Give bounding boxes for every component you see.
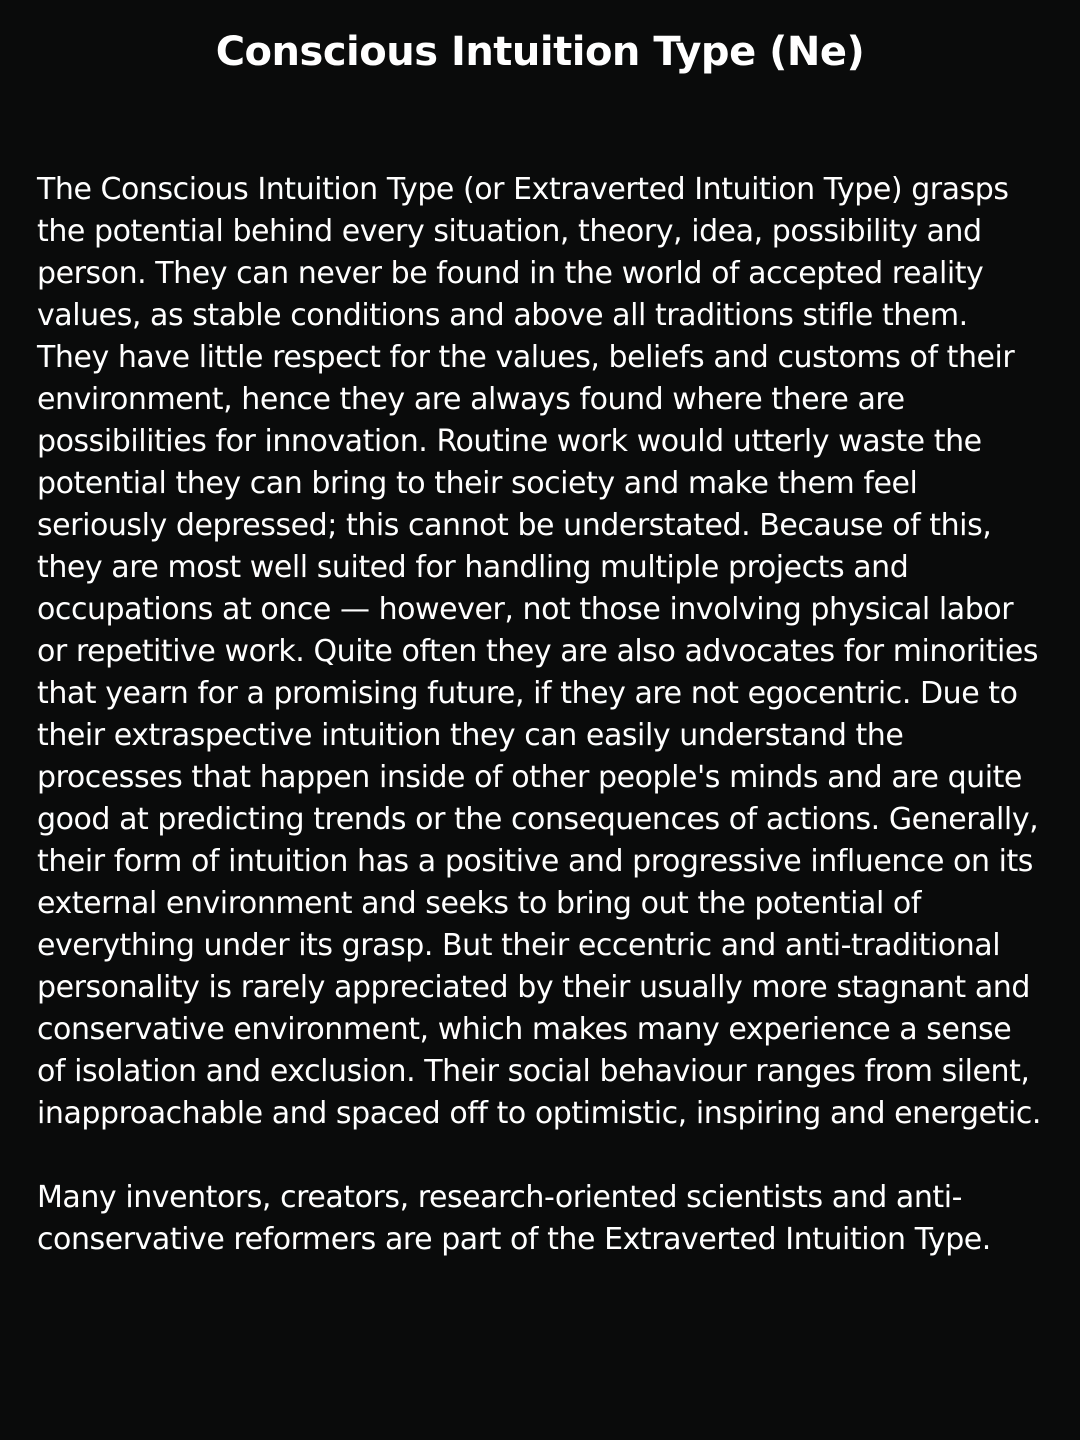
description-paragraph-1: The Conscious Intuition Type (or Extraverted Intuition Type) grasps the potential behind every situation, theory, idea, possibility and person. They can never be found in the world of accepted reality values, as stable conditions and above all traditions stifle them. They have little respect for the values, beliefs and customs of their environment, hence they are always found where there are possibilities for innovation. Routine work would utterly waste the potential they can bring to their society and make them feel seriously depressed; this cannot be understated. Because of this, they are most well suited for handling multiple projects and occupations at once — however, not those involving physical labor or repetitive work. Quite often they are also advocates for minorities that yearn for a promising future, if they are not egocentric. Due to their extraspective intuition they can easily understand the processes that happen inside of other people's minds and are quite good at predicting trends or the consequences of actions. Generally, their form of intuition has a positive and progressive influence on its external environment and seeks to bring out the potential of everything under its grasp. But their eccentric and anti-traditional personality is rarely appreciated by their usually more stagnant and conservative environment, which makes many experience a sense of isolation and exclusion. Their social behaviour ranges from silent, inapproachable and spaced off to optimistic, inspiring and energetic. xyxy=(37,172,1041,1131)
page-title: Conscious Intuition Type (Ne) xyxy=(215,29,865,75)
description-paragraph-2: Many inventors, creators, research-oriented scientists and anti-conservative reformers are part of the Extraverted Intuition Type. xyxy=(37,1180,991,1257)
description-body xyxy=(37,169,1047,1261)
